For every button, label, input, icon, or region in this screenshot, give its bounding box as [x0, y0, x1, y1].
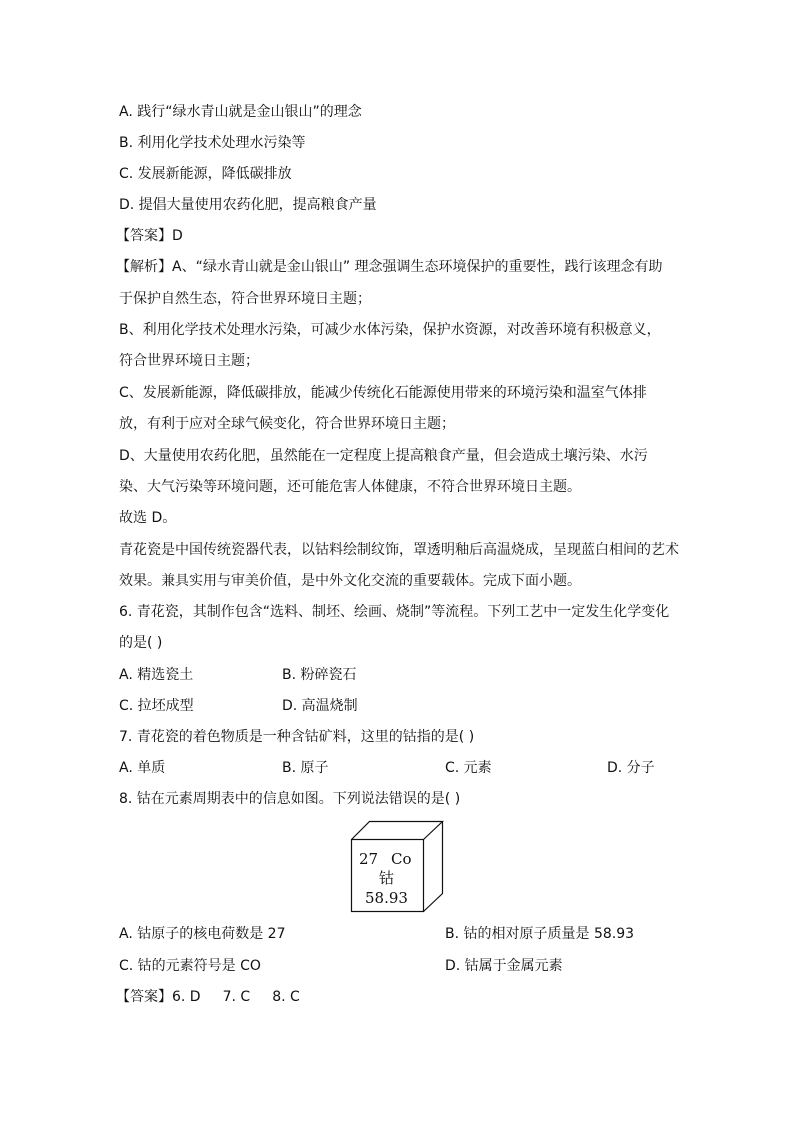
q5-option-b: B. 利用化学技术处理水污染等 [119, 135, 306, 151]
q6-stem-line-1: 6. 青花瓷，其制作包含“选料、制坯、绘画、烧制”等流程。下列工艺中一定发生化学变化 [119, 604, 670, 620]
q8-option-d: D. 钴属于金属元素 [445, 958, 563, 974]
q5-analysis-line-9: 故选 D。 [119, 510, 177, 526]
q5-analysis-line-5: C、发展新能源，降低碳排放，能减少传统化石能源使用带来的环境污染和温室气体排 [119, 385, 647, 401]
final-answer [116, 988, 300, 1006]
analysis-tag: 【解析】 [116, 259, 172, 275]
answer-tag: 【答案】 [116, 989, 172, 1005]
atomic-mass: 58.93 [365, 889, 408, 907]
q7-stem: 7. 青花瓷的着色物质是一种含钴矿料，这里的钴指的是( ) [119, 729, 475, 745]
element-name: 钴 [379, 869, 395, 887]
q5-answer [116, 227, 183, 245]
q6-option-c: C. 拉坯成型 [119, 698, 194, 714]
answer-item-6: 6. D [172, 989, 201, 1005]
answer-item-7: 7. C [222, 989, 251, 1005]
q8-option-a: A. 钴原子的核电荷数是 27 [119, 926, 286, 942]
q5-analysis-line-1 [116, 258, 663, 276]
q5-analysis-line-4: 符合世界环境日主题； [119, 353, 259, 369]
q8-option-c: C. 钴的元素符号是 CO [119, 958, 261, 974]
passage-line-1: 青花瓷是中国传统瓷器代表，以钴料绘制纹饰，罩透明釉后高温烧成，呈现蓝白相间的艺术 [119, 542, 679, 558]
atomic-number: 27 [359, 850, 379, 868]
answer-item-8: 8. C [272, 989, 300, 1005]
q5-analysis-line-8: 染、大气污染等环境问题，还可能危害人体健康，不符合世界环境日主题。 [119, 479, 581, 495]
q5-analysis-line-7: D、大量使用农药化肥，虽然能在一定程度上提高粮食产量，但会造成土壤污染、水污 [119, 448, 648, 464]
q5-analysis-line-3: B、利用化学技术处理水污染，可减少水体污染，保护水资源，对改善环境有积极意义， [119, 322, 661, 338]
element-cell-figure [351, 821, 443, 913]
q5-option-a: A. 践行“绿水青山就是金山银山”的理念 [119, 104, 362, 120]
q6-stem-line-2: 的是( ) [119, 635, 163, 651]
q7-option-a: A. 单质 [119, 760, 166, 776]
answer-value: D [172, 228, 183, 244]
q7-option-d: D. 分子 [607, 760, 655, 776]
q5-option-c: C. 发展新能源，降低碳排放 [119, 166, 292, 182]
element-symbol: Co [391, 850, 412, 868]
q7-option-b: B. 原子 [282, 760, 329, 776]
q8-stem: 8. 钴在元素周期表中的信息如图。下列说法错误的是( ) [119, 791, 461, 807]
passage-line-2: 效果。兼具实用与审美价值，是中外文化交流的重要载体。完成下面小题。 [119, 573, 581, 589]
q5-analysis-line-2: 于保护自然生态，符合世界环境日主题； [119, 291, 371, 307]
q6-option-a: A. 精选瓷土 [119, 667, 194, 683]
q5-option-d: D. 提倡大量使用农药化肥，提高粮食产量 [119, 197, 377, 213]
q5-analysis-line-6: 放，有利于应对全球气候变化，符合世界环境日主题； [119, 416, 455, 432]
q6-option-d: D. 高温烧制 [282, 698, 358, 714]
q8-option-b: B. 钴的相对原子质量是 58.93 [445, 926, 635, 942]
q7-option-c: C. 元素 [445, 760, 492, 776]
answer-tag: 【答案】 [116, 228, 172, 244]
q6-option-b: B. 粉碎瓷石 [282, 667, 357, 683]
analysis-text: A、“绿水青山就是金山银山” 理念强调生态环境保护的重要性，践行该理念有助 [172, 259, 663, 275]
